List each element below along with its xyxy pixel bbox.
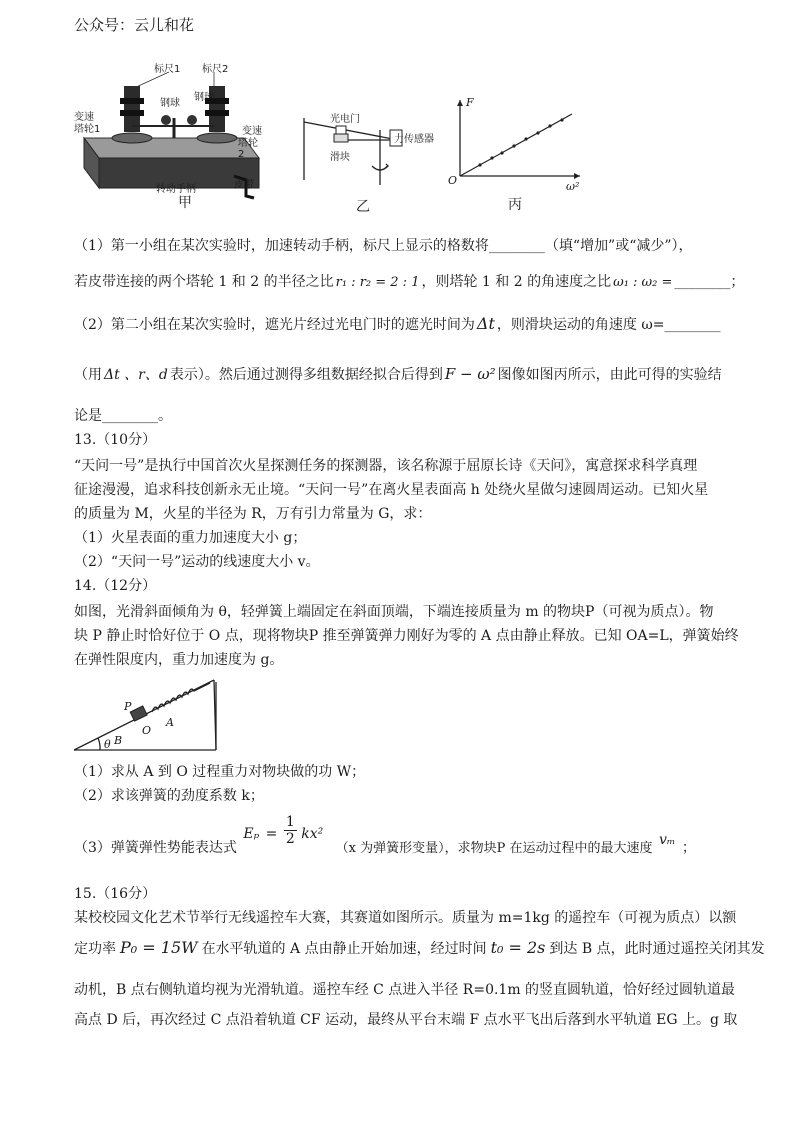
q13-line2: 征途漫漫，追求科技创新永无止境。“天问一号”在离火星表面高 h 处绕火星做匀速圆周运动。已知火星 xyxy=(74,482,709,498)
label-o: O xyxy=(142,724,152,737)
q15-time: t₀ = 2s xyxy=(490,938,546,957)
figure-yi xyxy=(298,110,448,190)
q14-ep: Eₚ xyxy=(243,826,260,842)
q12-p2-line3: 论是________。 xyxy=(74,408,172,424)
incline-spring-diagram xyxy=(70,674,230,754)
q12-dt: Δt xyxy=(476,314,495,333)
q12-p2-line1-a: （2）第二小组在某次实验时，遮光片经过光电门时的遮光时间为 xyxy=(74,317,475,333)
q12-p2-line1-b: ，则滑块运动的角速度 ω=________ xyxy=(496,317,721,333)
label-wheel1-a: 变速 xyxy=(74,112,94,123)
q14-line1: 如图，光滑斜面倾角为 θ，轻弹簧上端固定在斜面顶端，下端连接质量为 m 的物块P（可视为质点）。物 xyxy=(74,604,714,620)
q12-p2-line2-a: （用 xyxy=(74,367,102,383)
label-ruler1: 标尺1 xyxy=(154,64,181,75)
q12-p1-line2 xyxy=(74,272,744,293)
q14-q3 xyxy=(74,814,696,866)
q14-line2: 块 P 静止时恰好位于 O 点，现将物块P 推至弹簧弹力刚好为零的 A 点由静止释放。已知 OA=L，弹簧始终 xyxy=(74,628,739,644)
label-wheel1-b: 塔轮1 xyxy=(74,124,101,135)
q14-q3-b: （x 为弹簧形变量），求物块P 在运动过程中的最大速度 xyxy=(335,841,653,856)
label-theta: θ xyxy=(104,738,111,751)
q15-line1: 某校校园文化艺术节举行无线遥控车大赛，其赛道如图所示。质量为 m=1kg 的遥控车（可视为质点）以额 xyxy=(74,910,737,926)
q12-omega-ratio: ω₁ : ω₂ = xyxy=(613,275,673,290)
caption-bing: 丙 xyxy=(508,197,522,213)
label-sensor: 力传感器 xyxy=(394,134,434,145)
q12-p2-line1 xyxy=(74,314,721,335)
q14-eq: = xyxy=(265,826,278,842)
f-omega-graph xyxy=(440,92,590,192)
q12-p2-line2-c: 图像如图丙所示，由此可得的实验结 xyxy=(497,367,722,383)
label-p: P xyxy=(124,700,132,713)
label-belt: 皮带 xyxy=(234,180,254,191)
q14-fraction xyxy=(284,814,297,847)
q13-line3: 的质量为 M，火星的半径为 R，万有引力常量为 G，求： xyxy=(74,506,432,522)
q14-vm: vₘ xyxy=(658,832,676,848)
label-b: B xyxy=(114,734,123,747)
q12-p2-line2 xyxy=(74,364,722,385)
figure-jia xyxy=(74,58,264,208)
q14-q1: （1）求从 A 到 O 过程重力对物块做的功 W； xyxy=(74,764,366,780)
q15-line4: 高点 D 后，再次经过 C 点沿着轨道 CF 运动，最终从平台末端 F 点水平飞出后落到水平轨道 EG 上。g 取 xyxy=(74,1012,738,1028)
label-origin: O xyxy=(448,174,458,187)
rotating-rod-diagram xyxy=(298,110,448,190)
q15-line2-c: 到达 B 点，此时通过遥控关闭其发 xyxy=(549,941,765,957)
label-handle: 转动手柄 xyxy=(156,184,196,195)
q14-q2: （2）求该弹簧的劲度系数 k； xyxy=(74,788,264,804)
q13-line1: “天问一号”是执行中国首次火星探测任务的探测器，该名称源于屈原长诗《天问》，寓意探求科学真理 xyxy=(74,458,698,474)
q12-p1-line1: （1）第一小组在某次实验时，加速转动手柄，标尺上显示的格数将________（填“增加”或“减少”）， xyxy=(74,238,693,254)
q15-line2-b: 在水平轨道的 A 点由静止开始加速，经过时间 xyxy=(201,941,487,957)
label-axis-omega: ω² xyxy=(566,180,580,193)
q14-head: 14.（12分） xyxy=(74,578,157,594)
q12-f-omega: F − ω² xyxy=(444,365,496,383)
q14-line3: 在弹性限度内，重力加速度为 g。 xyxy=(74,652,284,668)
q14-q3-a: （3）弹簧弹性势能表达式 xyxy=(74,840,237,856)
q12-p2-line2-b: 表示）。然后通过测得多组数据经拟合后得到 xyxy=(169,367,443,383)
q12-p1-line2-c: ________； xyxy=(674,274,745,290)
q13-line4: （1）火星表面的重力加速度大小 g； xyxy=(74,530,307,546)
label-slider: 滑块 xyxy=(330,152,350,163)
label-axis-f: F xyxy=(466,96,474,109)
q14-frac-den: 2 xyxy=(285,831,295,847)
header-account: 公众号：云儿和花 xyxy=(74,16,195,34)
q14-frac-num: 1 xyxy=(285,814,295,830)
q15-line3: 动机，B 点右侧轨道均视为光滑轨道。遥控车经 C 点进入半径 R=0.1m 的竖直圆轨道，恰好经过圆轨道最 xyxy=(74,982,736,998)
label-gate: 光电门 xyxy=(330,114,360,125)
q12-vars: Δt 、r、d xyxy=(104,367,168,383)
label-ball1: 钢球 xyxy=(160,98,180,109)
caption-yi: 乙 xyxy=(356,199,370,215)
q12-p1-line2-b: ，则塔轮 1 和 2 的角速度之比 xyxy=(421,274,612,290)
label-a: A xyxy=(166,716,174,729)
label-wheel2-a: 变速 xyxy=(242,126,262,137)
q14-q3-c: ； xyxy=(681,840,696,856)
label-wheel2-b: 塔轮2 xyxy=(238,138,258,160)
q15-head: 15.（16分） xyxy=(74,886,157,902)
q13-line5: （2）“天问一号”运动的线速度大小 v。 xyxy=(74,554,320,570)
figure-incline xyxy=(70,674,230,754)
figure-bing xyxy=(440,92,590,192)
label-ball2: 钢球 xyxy=(194,92,214,103)
label-ruler2: 标尺2 xyxy=(202,64,229,75)
q12-ratio: r₁ : r₂ = 2 : 1 xyxy=(335,275,420,290)
q14-kx: kx² xyxy=(301,826,324,842)
q12-p1-line2-a: 若皮带连接的两个塔轮 1 和 2 的半径之比 xyxy=(74,274,334,290)
q15-power: P₀ = 15W xyxy=(120,938,198,957)
caption-jia: 甲 xyxy=(178,195,192,211)
q15-line2 xyxy=(74,938,765,959)
q13-head: 13.（10分） xyxy=(74,432,157,448)
q15-line2-a: 定功率 xyxy=(74,941,116,957)
